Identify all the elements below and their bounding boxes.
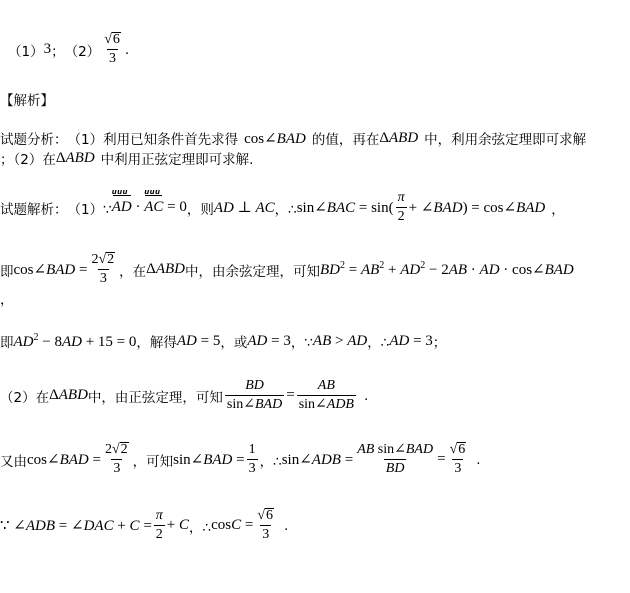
pi-over-2-fraction-2: $\frac{\pi}{2}$ xyxy=(155,508,163,542)
solution-line-5: 又由 cos∠BAD = 2√ 2 3 ，可知 sin∠BAD = $\frac{1}{3}$ ，∴ sin∠ADB = $\frac{\text{AB sin∠BAD}}{BD}$ = √ 6 3 . xyxy=(0,442,481,476)
pi-over-2-fraction: $\frac{\pi}{2}$ xyxy=(397,190,405,224)
analysis-line-1: 试题分析： （1）利用已知条件首先求得 cos∠BAD 的值，再在 ΔABD 中，利用余弦定理即可求解 xyxy=(0,129,587,148)
answer-part1-label: （1） xyxy=(8,43,44,60)
cos-bad-fraction: 2√ 2 3 xyxy=(91,252,115,286)
solution-line-2: 即 cos∠BAD = 2√ 2 3 ，在 ΔABD 中，由余弦定理，可知 $BD^2 = AB^2 + AD^2 - 2AB$ · AD · cos∠BAD xyxy=(0,252,574,286)
solution-label: 试题解析： xyxy=(0,201,68,218)
cos-bad-fraction-2: 2√ 2 3 xyxy=(104,442,128,476)
answer-period: . xyxy=(124,41,130,58)
answer-separator: ； xyxy=(51,43,65,60)
sine-rule-right-fraction: $\frac{AB}{\text{sin∠ADB}}$ xyxy=(298,378,354,412)
sine-rule-left-fraction: $\frac{BD}{\text{sin∠BAD}}$ xyxy=(226,378,283,412)
solution-line-2-comma: ， xyxy=(0,292,14,308)
solution-line-1: 试题解析： （1）∵ AD u u u · AC u u u = 0 ，则 AD ⊥ AC ，∴ sin∠BAC = sin( $\frac{\pi}{2}$ + ∠BAD) = cos∠BAD ， xyxy=(0,190,565,225)
analysis-line-2: ；（2）在 ΔABD 中利用正弦定理即可求解. xyxy=(0,149,254,168)
answer-part1-value: 3 xyxy=(43,41,52,57)
solution-line-4: （2）在 ΔABD 中，由正弦定理，可知 $\frac{BD}{\text{sin∠BAD}}$ = $\frac{AB}{\text{sin∠ADB}}$ . xyxy=(0,378,369,412)
cos-c-fraction: √ 6 3 xyxy=(257,508,274,542)
solution-line-6: ∵ ∠ADB = ∠DAC + C = $\frac{\pi}{2}$ + C ，∴ cosC = √ 6 3 . xyxy=(0,508,289,542)
section-heading: 【解析】 xyxy=(0,93,54,109)
answer-part2-fraction: √ 6 3 xyxy=(104,32,120,66)
answer-part2-label: （2） xyxy=(64,43,101,60)
sin-adb-fraction: $\frac{\text{AB sin∠BAD}}{BD}$ xyxy=(357,442,434,476)
analysis-label: 试题分析： xyxy=(0,132,68,148)
solution-line-3: 即 $AD^2 - 8AD + 15 = 0$ ，解得 AD = 5 ，或 AD = 3 ，∵ AB > AD ，∴ AD = 3 ； xyxy=(0,331,447,351)
sin-adb-value-fraction: √ 6 3 xyxy=(449,442,466,476)
answer-line xyxy=(8,32,129,67)
sin-bad-fraction: $\frac{1}{3}$ xyxy=(248,442,256,476)
